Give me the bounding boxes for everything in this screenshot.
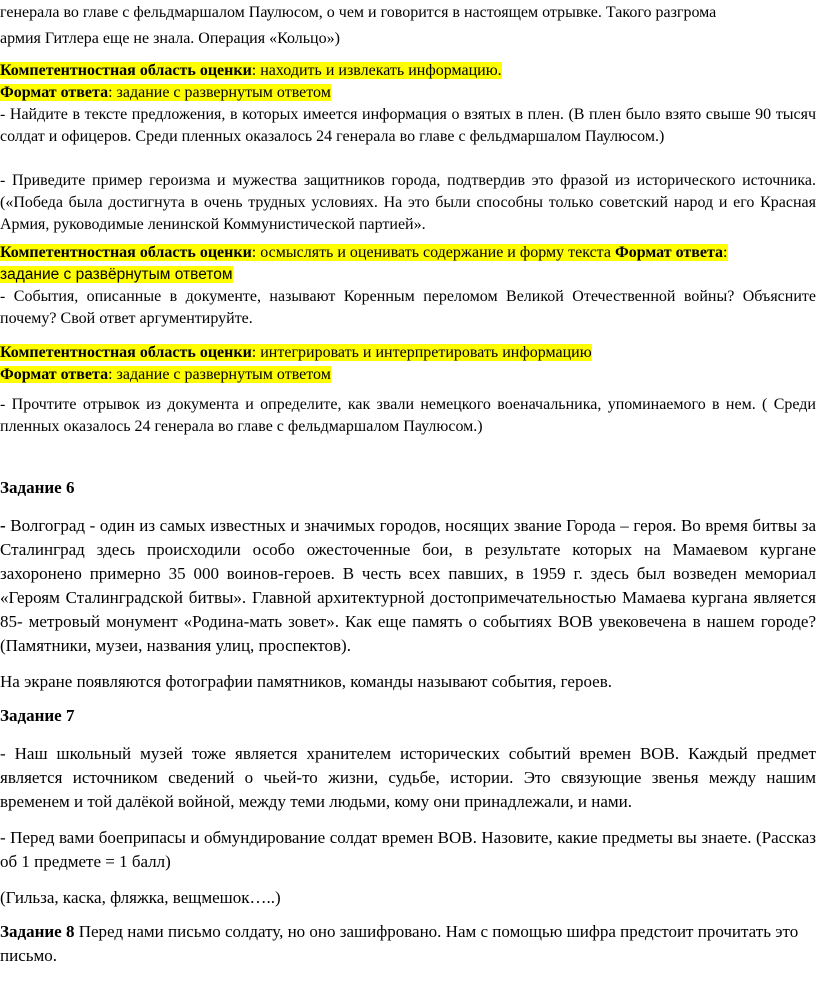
intro-line-1: генерала во главе с фельдмаршалом Паулюсом, о чем и говорится в настоящем отрывке. Такого разгрома <box>0 4 717 21</box>
format-text: задание с развёрнутым ответом <box>0 266 233 283</box>
task-7-paragraph-2: - Перед вами боеприпасы и обмундирование солдат времен ВОВ. Назовите, какие предметы вы знаете. (Рассказ об 1 предмете = 1 балл) <box>0 828 816 871</box>
competence-label: Компетентностная область оценки <box>0 62 252 79</box>
competence-format-line <box>0 242 816 264</box>
task-7-title: Задание 7 <box>0 706 75 725</box>
format-colon: : <box>723 244 728 261</box>
format-label: Формат ответа <box>0 84 109 101</box>
competence-label: Компетентностная область оценки <box>0 344 252 361</box>
competence-label: Компетентностная область оценки <box>0 244 252 261</box>
competence-text: : осмыслять и оценивать содержание и форму текста <box>251 244 615 261</box>
intro-paragraph <box>0 2 816 50</box>
assessment-block-3 <box>0 342 816 438</box>
task-7-paragraph-1: - Наш школьный музей тоже является хранителем исторических событий времен ВОВ. Каждый предмет является источником сведений о чьей-то жизни, судьбе, истории. Это связующие звенья между нашим временем и той далёкой войной, между теми людьми, кому они принадлежали, и нами. <box>0 744 816 811</box>
format-text: : задание с развернутым ответом <box>108 366 331 383</box>
format-line <box>0 82 816 104</box>
task-8-title: Задание 8 <box>0 922 75 941</box>
task-6 <box>0 476 816 694</box>
competence-text: : находить и извлекать информацию. <box>251 62 502 79</box>
format-text: : задание с развернутым ответом <box>108 84 331 101</box>
task-6-title: Задание 6 <box>0 478 75 497</box>
assessment-block-1 <box>0 60 816 236</box>
question-1: - События, описанные в документе, называют Коренным переломом Великой Отечественной войны? Объясните почему? Свой ответ аргументируйте. <box>0 288 816 327</box>
format-label: Формат ответа <box>0 366 109 383</box>
format-line <box>0 364 816 386</box>
task-8 <box>0 920 816 968</box>
task-7-paragraph-3: (Гильза, каска, фляжка, вещмешок…..) <box>0 888 281 907</box>
task-7 <box>0 704 816 910</box>
competence-line <box>0 342 816 364</box>
task-8-text: Задание 8 Перед нами письмо солдату, но оно зашифровано. Нам с помощью шифра предстоит прочитать это письмо. <box>0 922 799 965</box>
question-1: - Найдите в тексте предложения, в которых имеется информация о взятых в плен. (В плен было взято свыше 90 тысяч солдат и офицеров. Среди пленных оказалось 24 генерала во главе с фельдмаршалом Паулюсом.) <box>0 106 816 145</box>
assessment-block-2 <box>0 242 816 330</box>
competence-text: : интегрировать и интерпретировать информацию <box>251 344 592 361</box>
task-6-text: - Волгоград - один из самых известных и значимых городов, носящих звание Города – героя. Во время битвы за Сталинград здесь происходили особо ожесточенные бои, в результате которых на Мамаевом кургане захоронено примерно 35 000 воинов-героев. В честь всех павших, в 1959 г. здесь был возведен мемориал «Героям Сталинградской битвы». Главной архитектурной достопримечательностью Мамаева кургана является 85- метровый монумент «Родина-мать зовет». Как еще память о событиях ВОВ увековечена в нашем городе? (Памятники, музеи, названия улиц, проспектов). <box>0 516 816 655</box>
task-6-note: На экране появляются фотографии памятников, команды называют события, героев. <box>0 672 612 691</box>
competence-line <box>0 60 816 82</box>
question-1: - Прочтите отрывок из документа и определите, как звали немецкого военачальника, упоминаемого в нем. ( Среди пленных оказалось 24 генерала во главе с фельдмаршалом Паулюсом.) <box>0 396 816 435</box>
format-line <box>0 264 816 286</box>
format-label: Формат ответа <box>614 244 724 261</box>
question-2: - Приведите пример героизма и мужества защитников города, подтвердив это фразой из исторического источника. («Победа была достигнута в очень трудных условиях. На это были способны только советский народ и его Красная Армия, руководимые ленинской Коммунистической партией». <box>0 172 816 233</box>
intro-line-2: армия Гитлера еще не знала. Операция «Кольцо») <box>0 30 340 47</box>
